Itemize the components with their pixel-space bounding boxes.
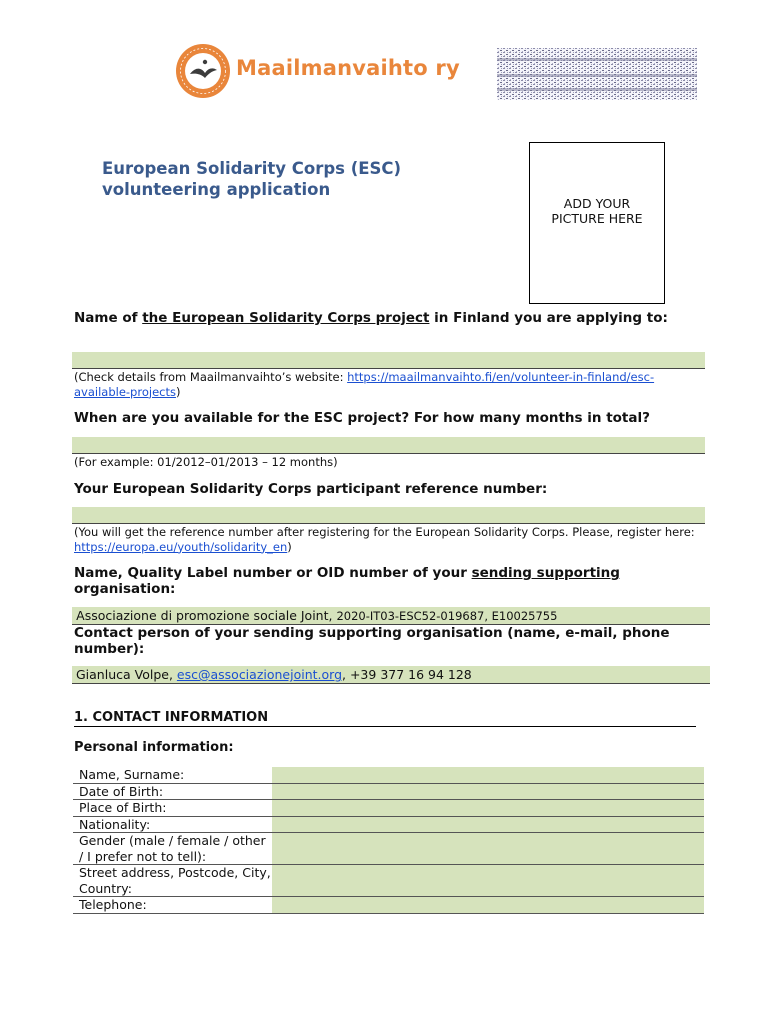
organisation-name: Maailmanvaihto ry (236, 56, 460, 80)
europa-solidarity-link[interactable]: https://europa.eu/youth/solidarity_en (74, 539, 288, 554)
maailmanvaihto-projects-link[interactable]: https://maailmanvaihto.fi/en/volunteer-in-finland/esc-available-projects (74, 370, 655, 399)
nationality-input[interactable] (272, 816, 704, 833)
row-label: Gender (male / female / other / I prefer not to tell): (73, 833, 272, 865)
question-sending-organisation: Name, Quality Label number or OID number of your sending supporting organisation: (74, 565, 620, 597)
availability-field[interactable] (72, 437, 705, 454)
hint-availability-example: (For example: 01/2012–01/2013 – 12 months) (74, 455, 338, 469)
contact-email-link[interactable]: esc@associazionejoint.org (176, 667, 343, 682)
section-contact-information-title: 1. CONTACT INFORMATION (74, 710, 696, 727)
photo-text-line-1: ADD YOUR (563, 196, 631, 211)
sending-organisation-codes: 2020-IT03-ESC52-019687, E10025755 (336, 609, 558, 623)
row-label: Telephone: (73, 897, 272, 914)
contact-person-name: Gianluca Volpe, (75, 667, 177, 682)
contact-person-field[interactable] (72, 666, 710, 684)
row-label: Date of Birth: (73, 783, 272, 800)
row-label: Name, Surname: (73, 767, 272, 783)
date-of-birth-input[interactable] (272, 783, 704, 800)
question-availability: When are you available for the ESC project? For how many months in total? (74, 410, 650, 426)
row-label: Place of Birth: (73, 800, 272, 817)
table-row (73, 783, 704, 800)
personal-information-table (73, 767, 704, 914)
table-row (73, 816, 704, 833)
photo-placeholder-text (529, 196, 665, 226)
stamp-image (497, 48, 697, 100)
place-of-birth-input[interactable] (272, 800, 704, 817)
table-row (73, 833, 704, 865)
table-row (73, 767, 704, 783)
telephone-input[interactable] (272, 897, 704, 914)
hint-reference-number: (You will get the reference number after registering for the European Solidarity Corps. Please, register here: https://europa.eu/youth/solidarity_en) (74, 525, 695, 554)
question-reference-number: Your European Solidarity Corps participant reference number: (74, 481, 548, 497)
question-project-name: Name of the European Solidarity Corps project in Finland you are applying to: (74, 310, 668, 326)
row-label: Nationality: (73, 816, 272, 833)
document-title (102, 158, 401, 200)
photo-text-line-2: PICTURE HERE (551, 211, 643, 226)
sending-organisation-field[interactable] (72, 607, 710, 625)
title-line-1: European Solidarity Corps (ESC) (102, 159, 402, 178)
sending-organisation-name: Associazione di promozione sociale Joint, (76, 608, 337, 623)
street-address-input[interactable] (272, 865, 704, 897)
contact-phone: , +39 377 16 94 128 (342, 667, 472, 682)
table-row (73, 865, 704, 897)
project-name-field[interactable] (72, 352, 705, 369)
reference-number-field[interactable] (72, 507, 705, 524)
table-row (73, 897, 704, 914)
table-row (73, 800, 704, 817)
personal-information-subhead: Personal information: (74, 740, 234, 755)
row-label: Street address, Postcode, City, Country: (73, 865, 272, 897)
gender-input[interactable] (272, 833, 704, 865)
hint-project-website: (Check details from Maailmanvaihto’s website: https://maailmanvaihto.fi/en/volunteer-in-finland/esc-available-projects) (74, 370, 655, 399)
title-line-2: volunteering application (102, 180, 331, 199)
question-contact-person: Contact person of your sending supporting organisation (name, e-mail, phone number): (74, 625, 670, 657)
name-surname-input[interactable] (272, 767, 704, 783)
